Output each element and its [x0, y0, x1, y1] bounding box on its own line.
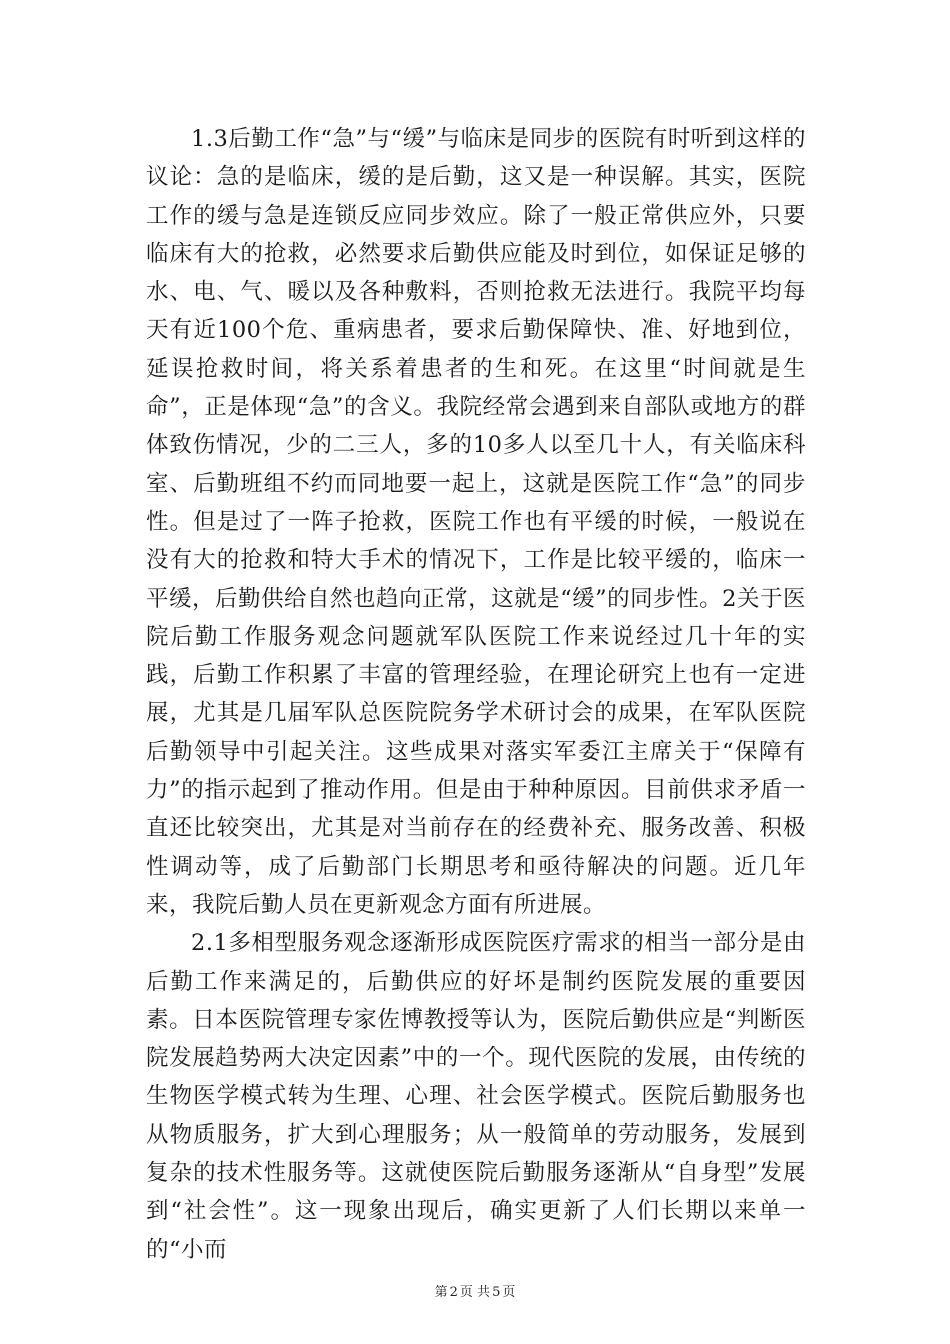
body-text: [146, 120, 806, 1269]
footer-total-pages: 5: [492, 1285, 501, 1300]
footer-middle: 页 共: [459, 1285, 491, 1300]
page-footer: [0, 1284, 950, 1302]
paragraph-1: 1.3后勤工作“急”与“缓”与临床是同步的医院有时听到这样的议论：急的是临床，缓的是后勤，这又是一种误解。其实，医院工作的缓与急是连锁反应同步效应。除了一般正常供应外，只要临床有大的抢救，必然要求后勤供应能及时到位，如保证足够的水、电、气、暖以及各种敷料，否则抢救无法进行。我院平均每天有近100个危、重病患者，要求后勤保障快、准、好地到位，延误抢救时间，将关系着患者的生和死。在这里“时间就是生命”，正是体现“急”的含义。我院经常会遇到来自部队或地方的群体致伤情况，少的二三人，多的10多人以至几十人，有关临床科室、后勤班组不约而同地要一起上，这就是医院工作“急”的同步性。但是过了一阵子抢救，医院工作也有平缓的时候，一般说在没有大的抢救和特大手术的情况下，工作是比较平缓的，临床一平缓，后勤供给自然也趋向正常，这就是“缓”的同步性。2关于医院后勤工作服务观念问题就军队医院工作来说经过几十年的实践，后勤工作积累了丰富的管理经验，在理论研究上也有一定进展，尤其是几届军队总医院院务学术研讨会的成果，在军队医院后勤领导中引起关注。这些成果对落实军委江主席关于“保障有力”的指示起到了推动作用。但是由于种种原因。目前供求矛盾一直还比较突出，尤其是对当前存在的经费补充、服务改善、积极性调动等，成了后勤部门长期思考和亟待解决的问题。近几年来，我院后勤人员在更新观念方面有所进展。: [146, 126, 806, 918]
footer-current-page: 2: [449, 1285, 458, 1300]
paragraph-2: 2.1多相型服务观念逐渐形成医院医疗需求的相当一部分是由后勤工作来满足的，后勤供应的好坏是制约医院发展的重要因素。日本医院管理专家佐博教授等认为，医院后勤供应是“判断医院发展趋势两大决定因素”中的一个。现代医院的发展，由传统的生物医学模式转为生理、心理、社会医学模式。医院后勤服务也从物质服务，扩大到心理服务；从一般简单的劳动服务，发展到复杂的技术性服务等。这就使医院后勤服务逐渐从“自身型”发展到“社会性”。这一现象出现后，确实更新了人们长期以来单一的“小而: [146, 930, 806, 1263]
footer-prefix: 第: [434, 1285, 448, 1300]
footer-suffix: 页: [502, 1285, 516, 1300]
